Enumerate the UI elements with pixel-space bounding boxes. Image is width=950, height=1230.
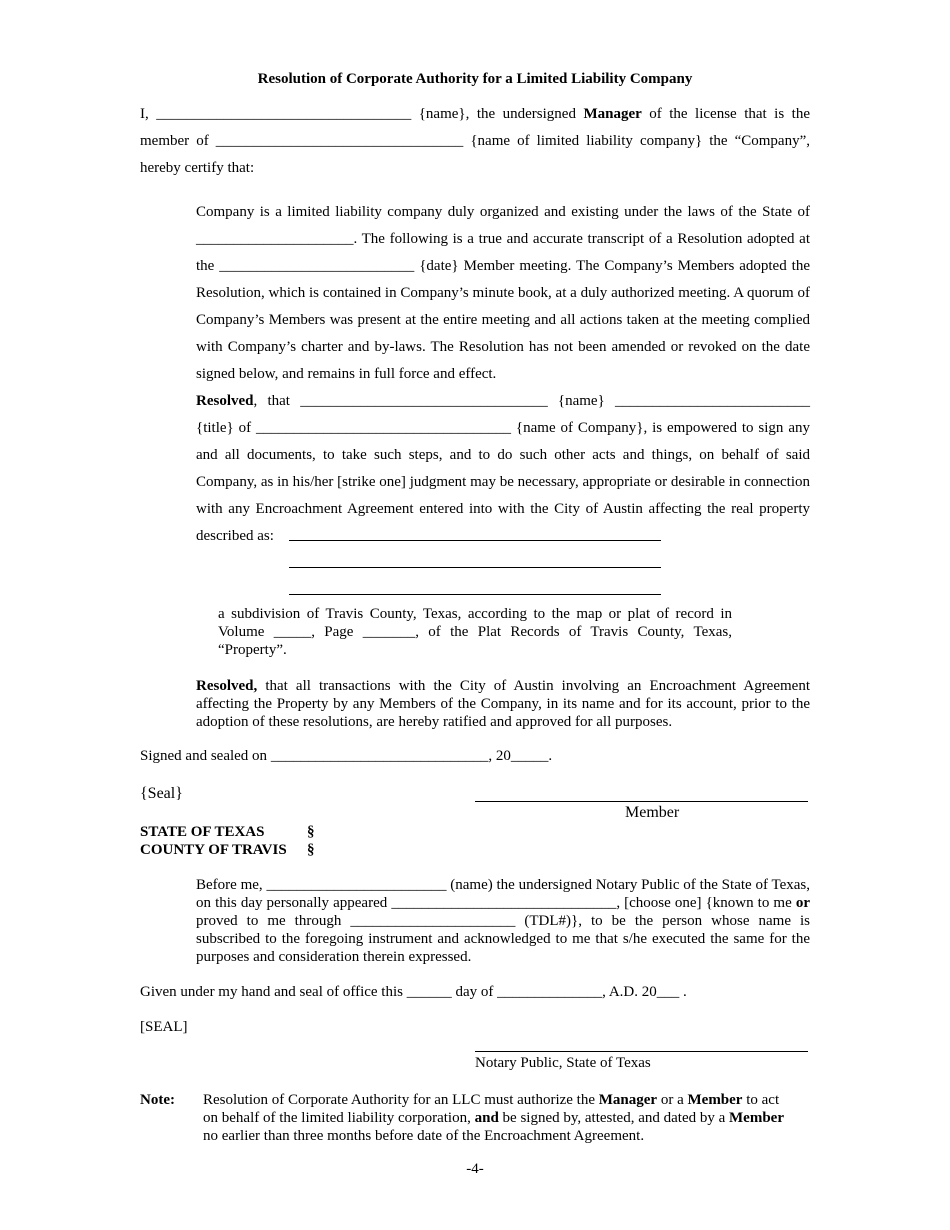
signed-date-blank: _____________________________ bbox=[270, 748, 489, 764]
given-under-hand-line: Given under my hand and seal of office this ______ day of ______________, A.D. 20___ . bbox=[140, 984, 687, 1000]
notary-signature-line bbox=[475, 1051, 808, 1052]
seal-label: {Seal} bbox=[140, 785, 183, 802]
note-body: Resolution of Corporate Authority for an LLC must authorize the Manager or a Member to act on behalf of the limited liability corporation, and be signed by, attested, and dated by a Member no earlier than three months before date of the Encroachment Agreement. bbox=[203, 1092, 784, 1144]
company-paragraph: Company is a limited liability company duly organized and existing under the laws of the State of _____________________. The following is a true and accurate transcript of a Resolution adopted at the __________________________ {date} Member meeting. The Company’s Members adopted the Resolution, which is contained in Company’s minute book, at a duly authorized meeting. A quorum of Company’s Members was present at the entire meeting and all actions taken at the meeting complied with Company’s charter and by-laws. The Resolution has not been amended or revoked on the date signed below, and remains in full force and effect. bbox=[196, 204, 810, 382]
county-line: COUNTY OF TRAVIS § bbox=[140, 842, 315, 858]
venue-block bbox=[140, 823, 315, 859]
intro-paragraph: I, __________________________________ {name}, the undersigned Manager of the license that is the member of _________________________________ {name of limited liability company} the “Company”, hereby certify that: bbox=[140, 106, 810, 176]
meeting-date-blank: __________________________ bbox=[219, 258, 415, 274]
name-blank: __________________________________ bbox=[156, 106, 412, 122]
resolved-title-blank: __________________________ bbox=[615, 393, 810, 409]
notary-public-label: Notary Public, State of Texas bbox=[475, 1055, 651, 1071]
resolved-paragraph-2: Resolved, that all transactions with the City of Austin involving an Encroachment Agreement affecting the Property by any Members of the Company, in its name and for its account, prior to the adoption of these resolutions, are hereby ratified and approved for all purposes. bbox=[196, 678, 810, 730]
state-blank: _____________________ bbox=[196, 231, 354, 247]
tdl-blank: ______________________ bbox=[350, 913, 516, 929]
volume-blank: _____ bbox=[273, 624, 312, 640]
member-signature-line bbox=[475, 801, 808, 802]
property-blank-line-3 bbox=[289, 594, 661, 595]
page-number: -4- bbox=[466, 1161, 484, 1177]
year-blank: ___ bbox=[656, 984, 680, 1000]
appeared-person-blank: ______________________________ bbox=[391, 895, 617, 911]
notary-paragraph: Before me, ________________________ (name) the undersigned Notary Public of the State of Texas, on this day personally appeared ______________________________, [choose one] {known to me or proved to me through ______________________ (TDL#)}, to be the person whose name is subscribed to the foregoing instrument and acknowledged to me that s/he executed the same for the purposes and consideration therein expressed. bbox=[196, 877, 810, 965]
llc-name-blank: _________________________________ bbox=[215, 133, 464, 149]
state-line: STATE OF TEXAS § bbox=[140, 824, 315, 840]
notary-name-blank: ________________________ bbox=[266, 877, 447, 893]
seal-bracket-label: [SEAL] bbox=[140, 1019, 188, 1035]
resolved-name-blank: _________________________________ bbox=[300, 393, 548, 409]
note-label: Note: bbox=[140, 1092, 175, 1108]
day-blank: ______ bbox=[406, 984, 452, 1000]
month-blank: ______________ bbox=[497, 984, 603, 1000]
property-blank-line-1 bbox=[289, 540, 661, 541]
page-blank: _______ bbox=[362, 624, 416, 640]
resolved-paragraph-1: Resolved, that _________________________________ {name} __________________________ {title} of __________________________________ {name of Company}, is empowered to sign any and all documents, to take such steps, and to do such other acts and things, on behalf of said Company, as in his/her [strike one] judgment may be necessary, appropriate or desirable in connection with any Encroachment Agreement entered into with the City of Austin affecting the real property described as: bbox=[196, 393, 810, 544]
signed-year-blank: _____ bbox=[510, 748, 549, 764]
resolved-company-blank: __________________________________ bbox=[256, 420, 512, 436]
signed-sealed-line: Signed and sealed on _____________________________, 20_____. bbox=[140, 748, 553, 764]
property-blank-line-2 bbox=[289, 567, 661, 568]
document-title: Resolution of Corporate Authority for a Limited Liability Company bbox=[257, 71, 693, 87]
member-label: Member bbox=[625, 804, 680, 821]
subdivision-paragraph: a subdivision of Travis County, Texas, according to the map or plat of record in Volume _____, Page _______, of the Plat Records of Travis County, Texas, “Property”. bbox=[218, 606, 732, 658]
